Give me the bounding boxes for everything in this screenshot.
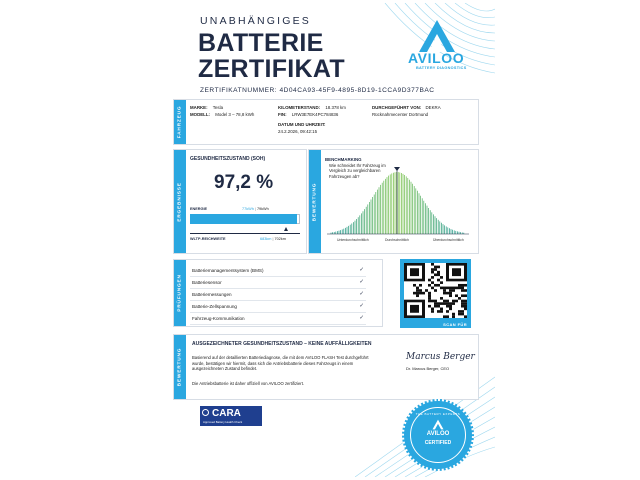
check-row xyxy=(190,290,366,301)
results-tab: ERGEBNISSE xyxy=(174,150,186,253)
benchmark-section xyxy=(308,149,479,254)
benchmark-below: Unterdurchschnittlich xyxy=(337,238,369,242)
battery-certificate xyxy=(166,3,495,477)
qr-code-panel[interactable] xyxy=(400,259,471,328)
benchmark-curve xyxy=(323,160,473,240)
qr-code-icon[interactable] xyxy=(404,263,467,318)
vin-label: FIN: xyxy=(278,112,287,117)
model-label: MODELL: xyxy=(190,112,210,117)
checks-section xyxy=(173,259,383,327)
energy-current: 77kWh xyxy=(242,207,254,211)
vehicle-section xyxy=(173,99,479,145)
energy-label: ENERGIE xyxy=(190,207,208,211)
energy-bar-fill xyxy=(190,214,297,224)
cara-name: CARA xyxy=(212,408,241,419)
signer-name: Dr. Marcus Berger, CEO xyxy=(406,366,450,371)
energy-values: 77kWh | 79kWh xyxy=(242,207,269,211)
soh-label: GESUNDHEITSZUSTAND (SOH) xyxy=(190,156,266,162)
checks-tab: PRÜFUNGEN xyxy=(174,260,186,326)
results-section xyxy=(173,149,307,254)
checkmark-icon: ✓ xyxy=(359,291,364,297)
check-label: Batteriemessungen xyxy=(192,292,232,297)
seal-logo-icon xyxy=(431,419,445,430)
cara-emblem-icon xyxy=(202,409,209,416)
range-values: 683km | 702km xyxy=(260,237,286,241)
check-row xyxy=(190,278,366,289)
date-label: DATUM UND UHRZEIT: xyxy=(278,122,326,127)
make-label: MARKE: xyxy=(190,105,208,110)
check-label: Batteriesensor xyxy=(192,280,222,285)
odometer-label: KILOMETERSTAND: xyxy=(278,105,321,110)
performed-location: Rücknahmecenter Dortmund xyxy=(372,112,429,117)
brand-name: AVILOO xyxy=(408,50,465,66)
range-marker-icon xyxy=(284,227,288,231)
seal-certified: CERTIFIED xyxy=(424,440,452,446)
range-total: 702km xyxy=(274,237,286,241)
seal-top-text: THE BATTERY EXPERTS xyxy=(415,412,461,416)
check-label: Batterie-Zellspannung xyxy=(192,304,237,309)
cara-subtitle: Approved Battery Health Check xyxy=(203,420,243,424)
cara-badge xyxy=(200,406,262,426)
certificate-number: ZERTIFIKATNUMMER: 4D04CA93-45F9-4895-8D19-1CCA9D377BAC xyxy=(200,87,435,94)
model-value: Model 3 – 78,8 kWh xyxy=(215,112,255,117)
ceo-signature: Marcus Berger xyxy=(406,352,475,362)
benchmark-title: BENCHMARKING xyxy=(325,157,362,162)
performed-label: DURCHGEFÜHRT VON: xyxy=(372,105,422,110)
range-label: WLTP-REICHWEITE xyxy=(190,237,226,241)
scan-label: SCAN FÜR xyxy=(443,322,467,327)
energy-total: 79kWh xyxy=(256,207,269,211)
benchmark-question: Wie schneidet Ihr Fahrzeug im Vergleich zu vergleichbaren Fahrzeugen ab? xyxy=(329,163,386,179)
certificate-title xyxy=(198,30,345,82)
benchmark-average: Durchschnittlich xyxy=(385,238,409,242)
checkmark-icon: ✓ xyxy=(359,267,364,273)
aviloo-logo-icon xyxy=(415,18,459,54)
assessment-closing: Die Antriebsbatterie ist daher offiziell von AVILOO zertifiziert. xyxy=(192,381,305,386)
check-row xyxy=(190,266,366,277)
benchmark-axis-labels xyxy=(323,238,473,246)
assessment-heading: AUSGEZEICHNETER GESUNDHEITSZUSTAND – KEINE AUFFÄLLIGKEITEN xyxy=(192,341,372,347)
check-label: Batteriemanagementsystem (BMS) xyxy=(192,268,264,273)
title-line-1: BATTERIE xyxy=(198,29,324,57)
checkmark-icon: ✓ xyxy=(359,315,364,321)
performed-value: DEKRA xyxy=(425,105,441,110)
check-label: Fahrzeug-Kommunikation xyxy=(192,316,245,321)
range-line xyxy=(190,233,300,234)
vin-value: LRW3E7EK4PC784836 xyxy=(291,112,339,117)
certified-seal xyxy=(402,399,474,471)
checkmark-icon: ✓ xyxy=(359,279,364,285)
assessment-tab: BEWERTUNG xyxy=(174,335,186,399)
make-value: Tesla xyxy=(212,105,224,110)
soh-value: 97,2 % xyxy=(214,172,274,193)
date-value: 24.2.2026, 09:42:15 xyxy=(278,129,318,134)
check-row xyxy=(190,302,366,313)
benchmark-tab: BEWERTUNG xyxy=(309,150,321,253)
brand-tagline: BATTERY DIAGNOSTICS xyxy=(416,66,467,70)
assessment-section xyxy=(173,334,479,400)
benchmark-above: Überdurchschnittlich xyxy=(433,238,464,242)
range-current: 683km xyxy=(260,237,272,241)
check-row xyxy=(190,314,366,325)
assessment-paragraph: Basierend auf der detaillierten Batteriediagnose, die mit dem AVILOO FLASH Test durchgeführt wurde, bestätigen wir hiermit, dass sich die Antriebsbatterie dieses Fahrzeugs in einem ausgezeichneten Zustand befindet. xyxy=(192,355,369,372)
checkmark-icon: ✓ xyxy=(359,303,364,309)
certificate-overline: UNABHÄNGIGES xyxy=(200,15,311,27)
vehicle-tab: FAHRZEUG xyxy=(174,100,186,144)
seal-brand: AVILOO xyxy=(426,431,450,437)
title-line-2: ZERTIFIKAT xyxy=(198,55,345,83)
odometer-value: 18.378 km xyxy=(325,105,346,110)
